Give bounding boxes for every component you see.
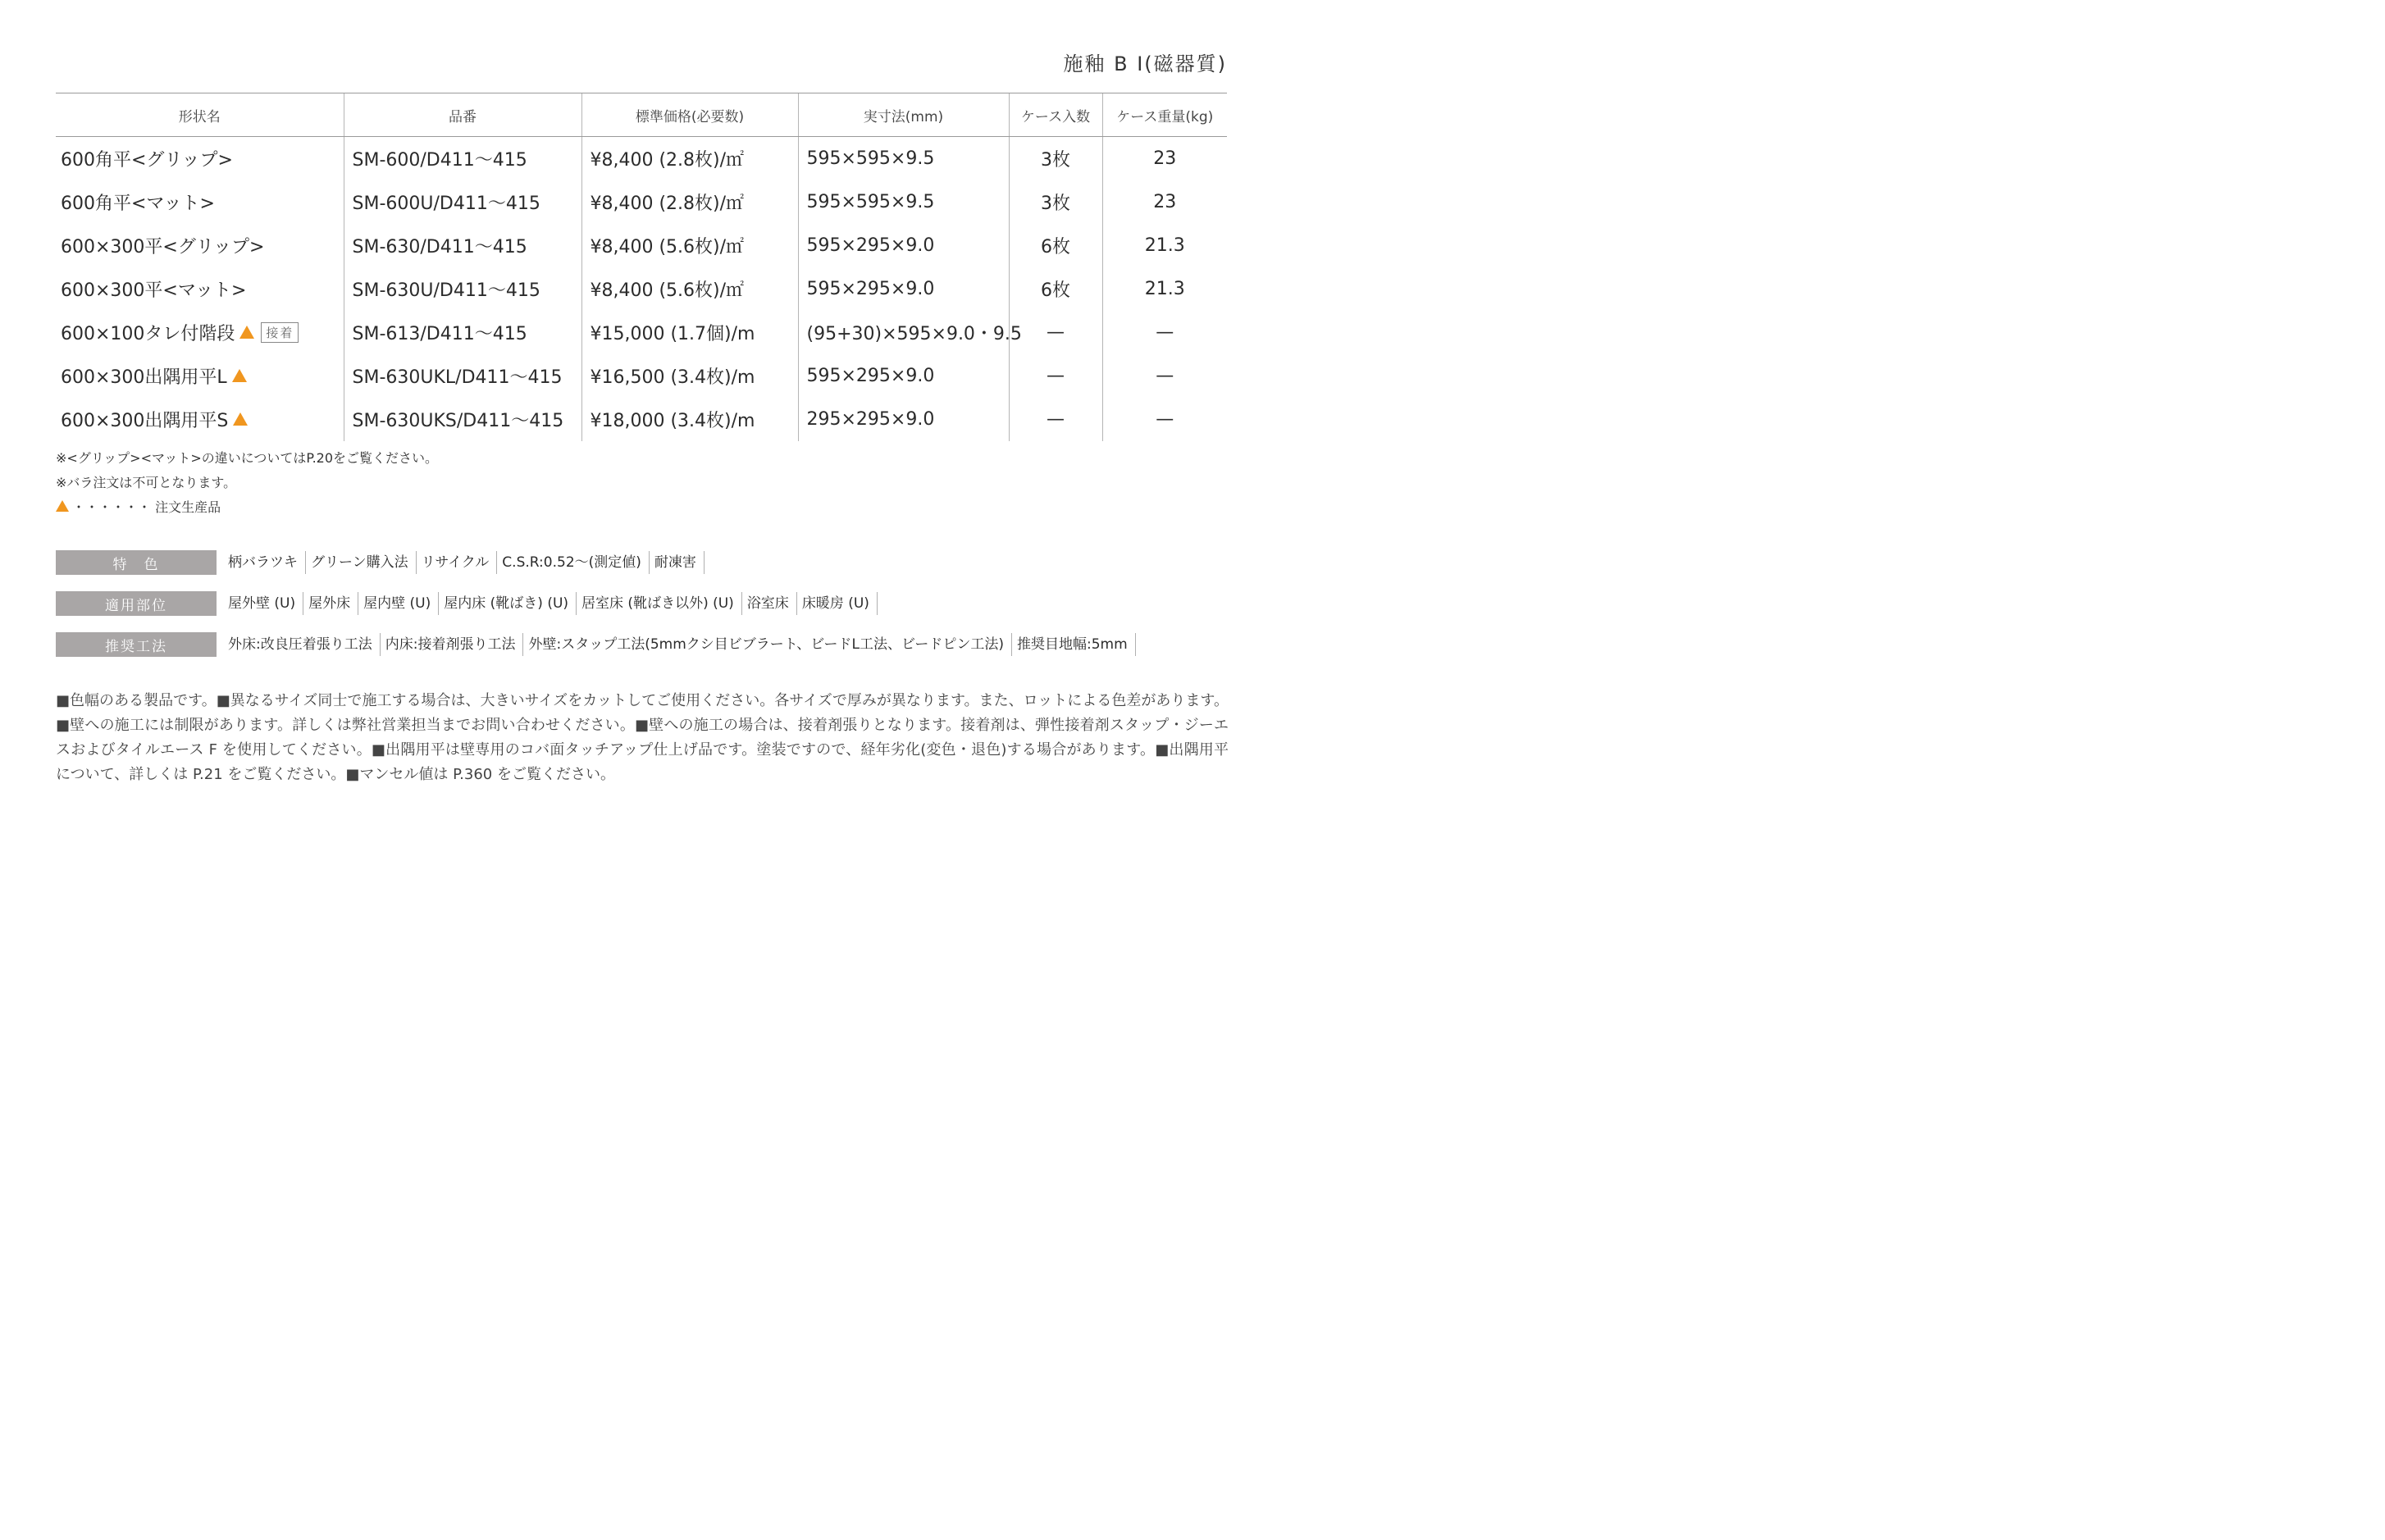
dimensions-cell-text: 295×295×9.0 [806,409,935,430]
attribute-item: 屋外床 [303,592,358,615]
legend-text: ・・・・・・ 注文生産品 [72,499,221,515]
attribute-item: 屋内壁 (U) [358,592,439,615]
col-case-qty: ケース入数 [1009,93,1102,137]
dimensions-cell [798,311,1022,354]
price-cell [581,354,798,398]
price-cell-text: ¥16,500 (3.4枚)/m [590,367,755,388]
remarks-paragraph: ■色幅のある製品です。■異なるサイズ同士で施工する場合は、大きいサイズをカットしてご使用ください。各サイズで厚みが異なります。また、ロットによる色差があります。■壁への施工には制限があります。詳しくは弊社営業担当までお問い合わせください。■壁への施工の場合は、接着剤張りとなります。接着剤は、弾性接着剤スタップ・ジーエスおよびタイルエース F を使用してください。■出隅用平は壁専用のコバ面タッチアップ仕上げ品です。塗装ですので、経年劣化(変色・退色)する場合があります。■出隅用平について、詳しくは P.21 をご覧ください。■マンセル値は P.360 をご覧ください。 [56,692,1229,783]
attribute-item: 屋内床 (靴ばき) (U) [439,592,577,615]
attribute-item: 床暖房 (U) [797,592,878,615]
attribute-label: 適用部位 [56,591,217,616]
order-triangle-icon [56,500,69,512]
shape-name-cell [56,180,344,224]
attribute-row-features [56,550,705,575]
case-weight-cell-text: — [1156,409,1174,430]
price-cell [581,224,798,267]
note-no-loose-order: ※バラ注文は不可となります。 [56,475,237,490]
product-code-cell [344,224,581,267]
dimensions-cell [798,354,1009,398]
case-qty-cell-text: 6枚 [1041,280,1070,301]
table-row [56,180,1227,224]
attribute-item: グリーン購入法 [306,551,417,574]
price-cell-text: ¥18,000 (3.4枚)/m [590,411,755,431]
shape-name-cell [56,267,344,311]
shape-name-cell [56,398,344,441]
case-weight-cell [1102,398,1227,441]
case-weight-cell-text: 23 [1153,148,1177,169]
product-code-cell [344,398,581,441]
shape-name-cell [56,224,344,267]
note-legend [56,495,438,520]
case-weight-cell-text: 21.3 [1144,235,1185,256]
case-weight-cell [1102,354,1227,398]
attribute-item: 外床:改良圧着張り工法 [223,633,381,656]
attribute-label: 特 色 [56,550,217,575]
case-qty-cell [1009,398,1102,441]
price-cell [581,398,798,441]
dimensions-cell [798,267,1009,311]
attribute-item: 居室床 (靴ばき以外) (U) [577,592,742,615]
case-qty-cell [1009,180,1102,224]
attribute-item: 柄バラツキ [223,551,306,574]
shape-name-cell-text: 600×300出隅用平S [61,411,229,431]
price-cell-text: ¥8,400 (5.6枚)/㎡ [590,237,745,257]
price-cell-text: ¥8,400 (5.6枚)/㎡ [590,280,745,301]
shape-name-cell-text: 600×300平<グリップ> [61,237,265,257]
case-qty-cell-text: — [1047,409,1065,430]
case-qty-cell [1009,311,1102,354]
case-weight-cell-text: — [1156,366,1174,386]
col-shape-name: 形状名 [56,93,344,137]
price-cell [581,267,798,311]
dimensions-cell-text: 595×295×9.0 [806,235,935,256]
shape-name-cell [56,311,344,354]
attribute-item: 屋外壁 (U) [223,592,303,615]
case-weight-cell [1102,267,1227,311]
product-code-cell-text: SM-600U/D411〜415 [352,194,540,214]
product-code-cell-text: SM-630U/D411〜415 [352,280,540,301]
attribute-label: 推奨工法 [56,632,217,657]
product-code-cell-text: SM-630UKS/D411〜415 [352,411,564,431]
product-code-cell [344,354,581,398]
attribute-item: リサイクル [417,551,498,574]
table-row [56,354,1227,398]
price-cell [581,311,798,354]
table-row [56,311,1227,354]
col-dimensions: 実寸法(mm) [798,93,1009,137]
attribute-item: 推奨目地幅:5mm [1012,633,1136,656]
attribute-row-method [56,632,1136,657]
dimensions-cell [798,180,1009,224]
glaze-type-label: 施釉 B I(磁器質) [1063,52,1227,75]
dimensions-cell-text: 595×595×9.5 [806,192,935,212]
case-qty-cell-text: — [1047,322,1065,343]
case-qty-cell-text: 3枚 [1041,194,1070,214]
price-cell [581,137,798,181]
product-code-cell [344,311,581,354]
case-weight-cell [1102,137,1227,181]
shape-name-cell [56,137,344,181]
attribute-items [223,592,878,615]
dimensions-cell-text: 595×595×9.5 [806,148,935,169]
case-weight-cell [1102,224,1227,267]
price-cell-text: ¥15,000 (1.7個)/m [590,324,755,344]
shape-name-cell-text: 600角平<グリップ> [61,150,233,171]
case-weight-cell [1102,180,1227,224]
attribute-items [223,551,705,574]
table-row [56,137,1227,181]
attribute-item: 内床:接着剤張り工法 [381,633,524,656]
product-code-cell [344,180,581,224]
price-cell-text: ¥8,400 (2.8枚)/㎡ [590,194,745,214]
table-row [56,398,1227,441]
shape-name-cell [56,354,344,398]
attribute-item: 外壁:スタップ工法(5mmクシ目ビブラート、ビードL工法、ビードピン工法) [523,633,1012,656]
table-header-row [56,93,1227,137]
note-grip-matte: ※<グリップ><マット>の違いについてはP.20をご覧ください。 [56,450,439,466]
case-qty-cell [1009,224,1102,267]
order-triangle-icon [232,369,247,382]
product-code-cell-text: SM-630UKL/D411〜415 [352,367,563,388]
dimensions-cell [798,398,1009,441]
order-triangle-icon [239,326,254,339]
shape-name-cell-text: 600角平<マット> [61,194,215,214]
dimensions-cell-text: 595×295×9.0 [806,279,935,299]
attribute-item: 浴室床 [742,592,797,615]
attribute-row-application [56,591,878,616]
case-weight-cell-text: 21.3 [1144,279,1185,299]
price-cell-text: ¥8,400 (2.8枚)/㎡ [590,150,745,171]
col-price: 標準価格(必要数) [581,93,798,137]
col-product-code: 品番 [344,93,581,137]
product-code-cell-text: SM-600/D411〜415 [352,150,527,171]
product-code-cell-text: SM-613/D411〜415 [352,324,527,344]
product-code-cell [344,137,581,181]
case-qty-cell [1009,137,1102,181]
dimensions-cell-text: 595×295×9.0 [806,366,935,386]
case-weight-cell-text: 23 [1153,192,1177,212]
table-row [56,224,1227,267]
order-triangle-icon [233,412,248,426]
case-qty-cell-text: — [1047,366,1065,386]
shape-name-cell-text: 600×300出隅用平L [61,367,227,388]
adhesive-badge: 接着 [261,322,299,343]
case-qty-cell-text: 3枚 [1041,150,1070,171]
product-spec-table [56,93,1227,441]
case-qty-cell-text: 6枚 [1041,237,1070,257]
price-cell [581,180,798,224]
dimensions-cell [798,137,1009,181]
attribute-item: 耐凍害 [650,551,705,574]
table-row [56,267,1227,311]
product-code-cell-text: SM-630/D411〜415 [352,237,527,257]
shape-name-cell-text: 600×300平<マット> [61,280,247,301]
dimensions-cell-text: (95+30)×595×9.0・9.5 [806,324,1022,344]
shape-name-cell-text: 600×100タレ付階段 [61,324,235,344]
case-weight-cell [1102,311,1227,354]
dimensions-cell [798,224,1009,267]
col-case-weight: ケース重量(kg) [1102,93,1227,137]
attribute-items [223,633,1136,656]
case-weight-cell-text: — [1156,322,1174,343]
product-code-cell [344,267,581,311]
table-notes [56,446,438,520]
case-qty-cell [1009,267,1102,311]
case-qty-cell [1009,354,1102,398]
attribute-item: C.S.R:0.52〜(測定値) [497,551,650,574]
